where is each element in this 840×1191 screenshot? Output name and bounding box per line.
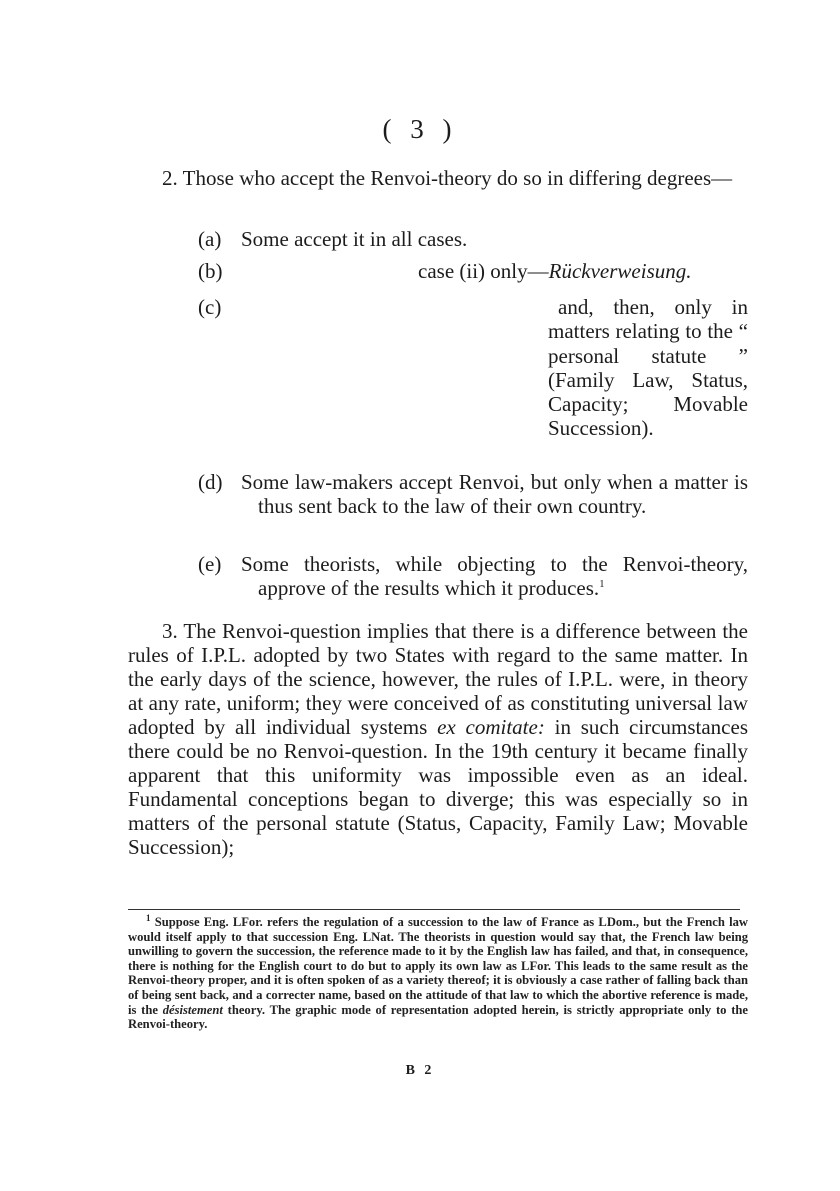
item-b-italic: Rückverweisung.	[548, 259, 692, 283]
footnote-text-b: theory. The graphic mode of representation adopted herein, is strictly appropriate only to the Renvoi-theory.	[128, 1002, 749, 1032]
footnote-marker: 1	[146, 912, 151, 923]
paragraph-3-text-a: 3. The Renvoi-question implies that there is a difference between the rules of I.P.L. adopted by two States with regard to the same matter. In the early days of the science, however, the rules of I.P.L. were, in theory at any rate, uniform; they were conceived of as constituting universal law adopted by all individual systems	[128, 619, 748, 739]
paragraph-3	[128, 619, 748, 859]
item-e-body: Some theorists, while objecting to the Renvoi-theory, approve of the results which it produces.	[241, 552, 748, 600]
item-b-text	[418, 259, 692, 283]
item-b-label: (b)	[198, 259, 223, 283]
item-b-plain: case (ii) only—	[418, 259, 549, 283]
footnote-ref: 1	[599, 578, 605, 590]
item-e-label: (e)	[198, 552, 222, 576]
footnote	[128, 912, 749, 1032]
page-number: ( 3 )	[382, 114, 458, 144]
paragraph-2	[128, 166, 748, 190]
item-c-text: and, then, only in matters relating to the “ personal statute ” (Family Law, Status, Capacity; Movable Succession).	[548, 295, 748, 441]
item-c-label: (c)	[198, 295, 222, 319]
paragraph-3-text-b: in such circumstances there could be no Renvoi-question. In the 19th century it became finally apparent that this uniformity was impossible even as an ideal. Fundamental conceptions began to diverge; this was especially so in matters of the personal statute (Status, Capacity, Family Law; Movable Succession);	[128, 715, 748, 859]
item-a-text: Some accept it in all cases.	[241, 227, 468, 251]
signature-mark: B 2	[405, 1063, 435, 1078]
footnote-text-a: Suppose Eng. LFor. refers the regulation of a succession to the law of France as LDom., but the French law would itself apply to that succession Eng. LNat. The theorists in question would say that, the French law being unwilling to govern the succession, the reference made to it by the English law has failed, and that, in consequence, there is nothing for the English court to do but to apply its own law as LFor. This leads to the same result as the Renvoi-theory proper, and it is often spoken of as a variety thereof; it is obviously a case rather of falling back than of being sent back, and a correcter name, based on the attitude of that law to which the abortive reference is made, is the	[128, 915, 749, 1017]
item-e-text	[241, 552, 748, 600]
item-d-label: (d)	[198, 470, 223, 494]
paragraph-2-text: 2. Those who accept the Renvoi-theory do so in differing degrees—	[162, 166, 733, 190]
paragraph-3-italic: ex comitate:	[437, 715, 545, 739]
item-a-label: (a)	[198, 227, 222, 251]
item-d-text: Some law-makers accept Renvoi, but only when a matter is thus sent back to the law of their own country.	[241, 470, 748, 518]
footnote-italic: désistement	[162, 1002, 223, 1017]
footnote-divider	[128, 909, 740, 910]
